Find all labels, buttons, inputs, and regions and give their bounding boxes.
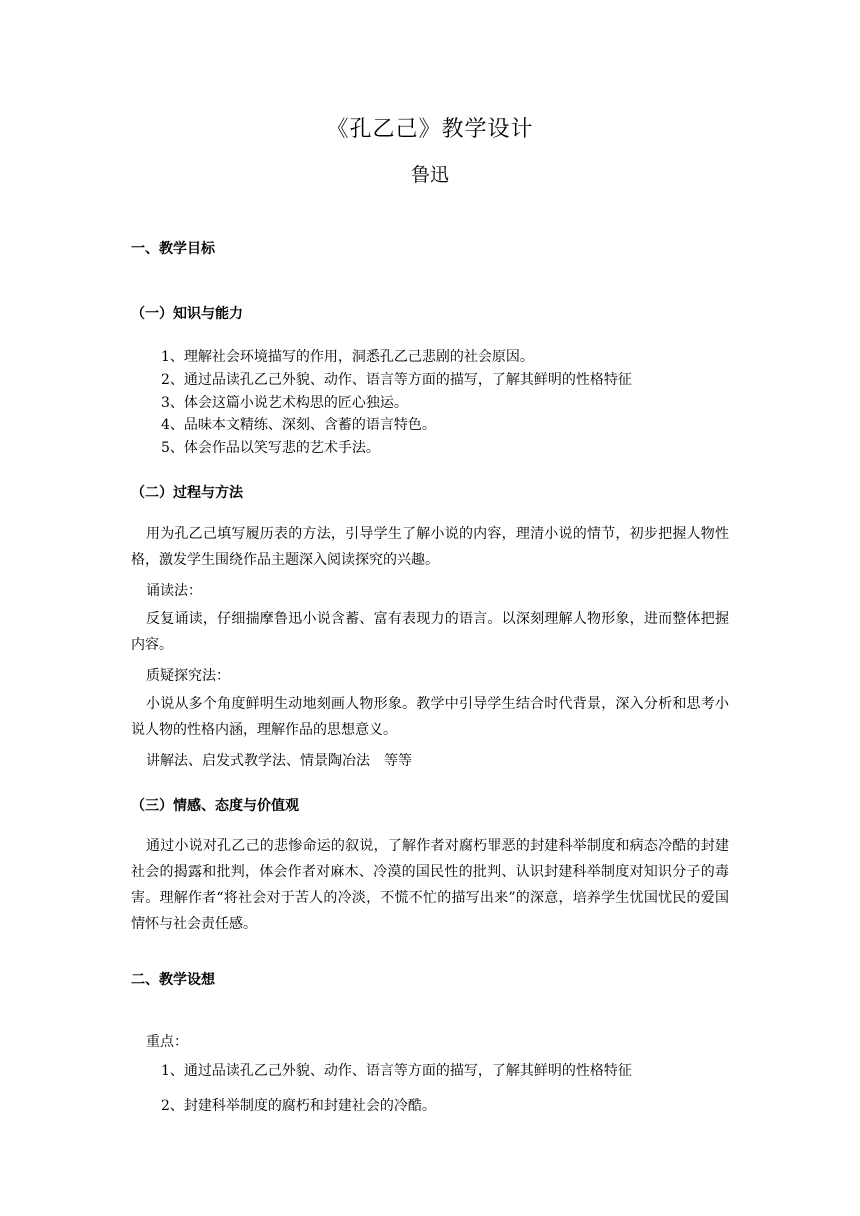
process-intro: 用为孔乙己填写履历表的方法，引导学生了解小说的内容，理清小说的情节，初步把握人物性格，激发学生围绕作品主题深入阅读探究的兴趣。	[131, 526, 729, 568]
method-label-recitation: 诵读法：	[146, 583, 202, 599]
document-author: 鲁迅	[410, 164, 449, 186]
method-list-other: 讲解法、启发式教学法、情景陶冶法 等等	[146, 753, 412, 769]
method-label-inquiry: 质疑探究法：	[146, 668, 230, 684]
focus-label: 重点：	[146, 1034, 188, 1050]
document-title: 《孔乙己》教学设计	[326, 117, 534, 142]
focus-item: 2、封建科举制度的腐朽和封建社会的冷酷。	[161, 1098, 436, 1114]
goal-item: 1、理解社会环境描写的作用，洞悉孔乙己悲剧的社会原因。	[161, 349, 534, 365]
focus-item: 1、通过品读孔乙己外貌、动作、语言等方面的描写，了解其鲜明的性格特征	[161, 1063, 632, 1079]
method-text-recitation: 反复诵读，仔细揣摩鲁迅小说含蓄、富有表现力的语言。以深刻理解人物形象，进而整体把握内容。	[131, 611, 729, 653]
subsection-heading-knowledge: （一）知识与能力	[131, 306, 243, 322]
goal-item: 2、通过品读孔乙己外貌、动作、语言等方面的描写，了解其鲜明的性格特征	[161, 372, 632, 388]
section-heading-design: 二、教学设想	[131, 972, 215, 988]
subsection-heading-values: （三）情感、态度与价值观	[131, 798, 299, 814]
section-heading-goals: 一、教学目标	[131, 241, 215, 257]
goal-item: 4、品味本文精练、深刻、含蓄的语言特色。	[161, 417, 436, 433]
goal-item: 5、体会作品以笑写悲的艺术手法。	[161, 440, 380, 456]
method-text-inquiry: 小说从多个角度鲜明生动地刻画人物形象。教学中引导学生结合时代背景，深入分析和思考小说人物的性格内涵，理解作品的思想意义。	[131, 696, 729, 738]
goal-item: 3、体会这篇小说艺术构思的匠心独运。	[161, 395, 408, 411]
values-text: 通过小说对孔乙己的悲惨命运的叙说，了解作者对腐朽罪恶的封建科举制度和病态冷酷的封建社会的揭露和批判，体会作者对麻木、冷漠的国民性的批判、认识封建科举制度对知识分子的毒害。理解作者“将社会对于苦人的冷淡，不慌不忙的描写出来”的深意，培养学生忧国忧民的爱国情怀与社会责任感。	[131, 838, 729, 932]
subsection-heading-process: （二）过程与方法	[131, 485, 243, 501]
